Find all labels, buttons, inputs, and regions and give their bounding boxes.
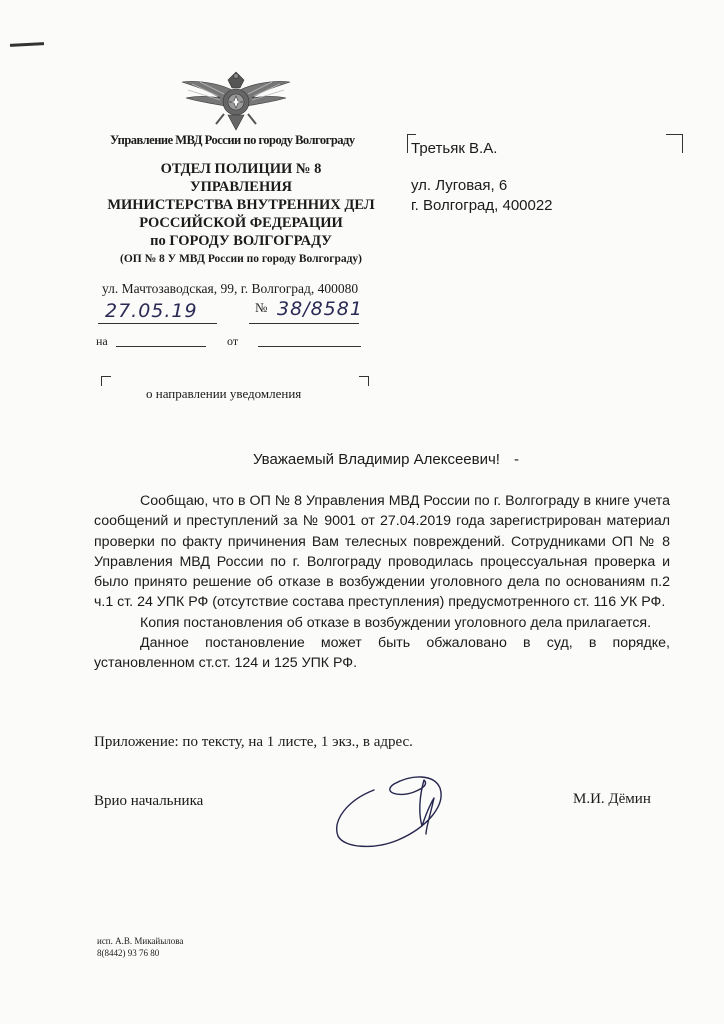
department-line: МИНИСТЕРСТВА ВНУТРЕННИХ ДЕЛ: [107, 197, 375, 213]
handwritten-signature: [328, 768, 458, 852]
recipient-city: г. Волгоград, 400022: [411, 197, 553, 214]
organization-header: Управление МВД России по городу Волгограду: [110, 133, 355, 147]
body-paragraph: Копия постановления об отказе в возбуждении уголовного дела прилагается.: [140, 614, 652, 631]
reference-na-label: на: [96, 334, 108, 348]
recipient-street: ул. Луговая, 6: [411, 177, 508, 194]
signatory-name: М.И. Дёмин: [573, 791, 651, 807]
letter-subject: о направлении уведомления: [146, 386, 302, 401]
department-block: [100, 160, 382, 268]
date-underline: [98, 323, 217, 324]
number-underline: [249, 323, 359, 324]
mvd-emblem-icon: [178, 70, 294, 132]
reference-na-underline: [116, 346, 206, 347]
department-line: ОТДЕЛ ПОЛИЦИИ № 8: [160, 161, 322, 177]
subject-corner-left: [101, 376, 111, 386]
department-line: по ГОРОДУ ВОЛГОГРАДУ: [150, 233, 332, 249]
executor-phone: 8(8442) 93 76 80: [97, 948, 160, 958]
recipient-block: [411, 139, 553, 216]
salutation-line: [253, 451, 519, 468]
scan-artifact-mark: [10, 42, 44, 47]
body-paragraph: Сообщаю, что в ОП № 8 Управления МВД России по г. Волгограду в книге учета сообщений и преступлений за № 9001 от 27.04.2019 года зарегистрирован материал проверки по факту причинения Вам телесных повреждений. Сотрудниками ОП № 8 Управления МВД России по г. Волгограду проводилась процессуальная проверка и было принято решение об отказе в возбуждении уголовного дела по основаниям п.2 ч.1 ст. 24 УПК РФ (отсутствие состава преступления) предусмотренного ст. 116 УК РФ.: [94, 493, 670, 611]
executor-name: исп. А.В. Микайылова: [97, 936, 184, 946]
handwritten-outgoing-number: 38/8581: [277, 298, 363, 320]
department-line: УПРАВЛЕНИЯ: [189, 179, 293, 195]
reference-ot-underline: [258, 346, 361, 347]
signatory-title: Врио начальника: [94, 793, 204, 809]
salutation: Уважаемый Владимир Алексеевич!: [253, 451, 500, 468]
salutation-stray-mark: -: [513, 451, 519, 468]
subject-corner-right: [359, 376, 369, 386]
reference-ot-label: от: [227, 334, 239, 348]
number-sign: №: [255, 300, 268, 315]
sender-address: ул. Мачтозаводская, 99, г. Волгоград, 400080: [102, 281, 359, 296]
recipient-name: Третьяк В.А.: [411, 140, 498, 157]
executor-info: [97, 935, 183, 959]
handwritten-date: 27.05.19: [105, 300, 198, 322]
letter-body: [94, 491, 670, 674]
department-line: РОССИЙСКОЙ ФЕДЕРАЦИИ: [139, 215, 343, 231]
recipient-corner-right: [666, 134, 683, 153]
body-paragraph: Данное постановление может быть обжаловано в суд, в порядке, установленном ст.ст. 124 и 125 УПК РФ.: [94, 635, 670, 672]
attachment-note: Приложение: по тексту, на 1 листе, 1 экз., в адрес.: [94, 734, 413, 750]
department-abbreviation: (ОП № 8 У МВД России по городу Волгограду): [119, 253, 363, 265]
